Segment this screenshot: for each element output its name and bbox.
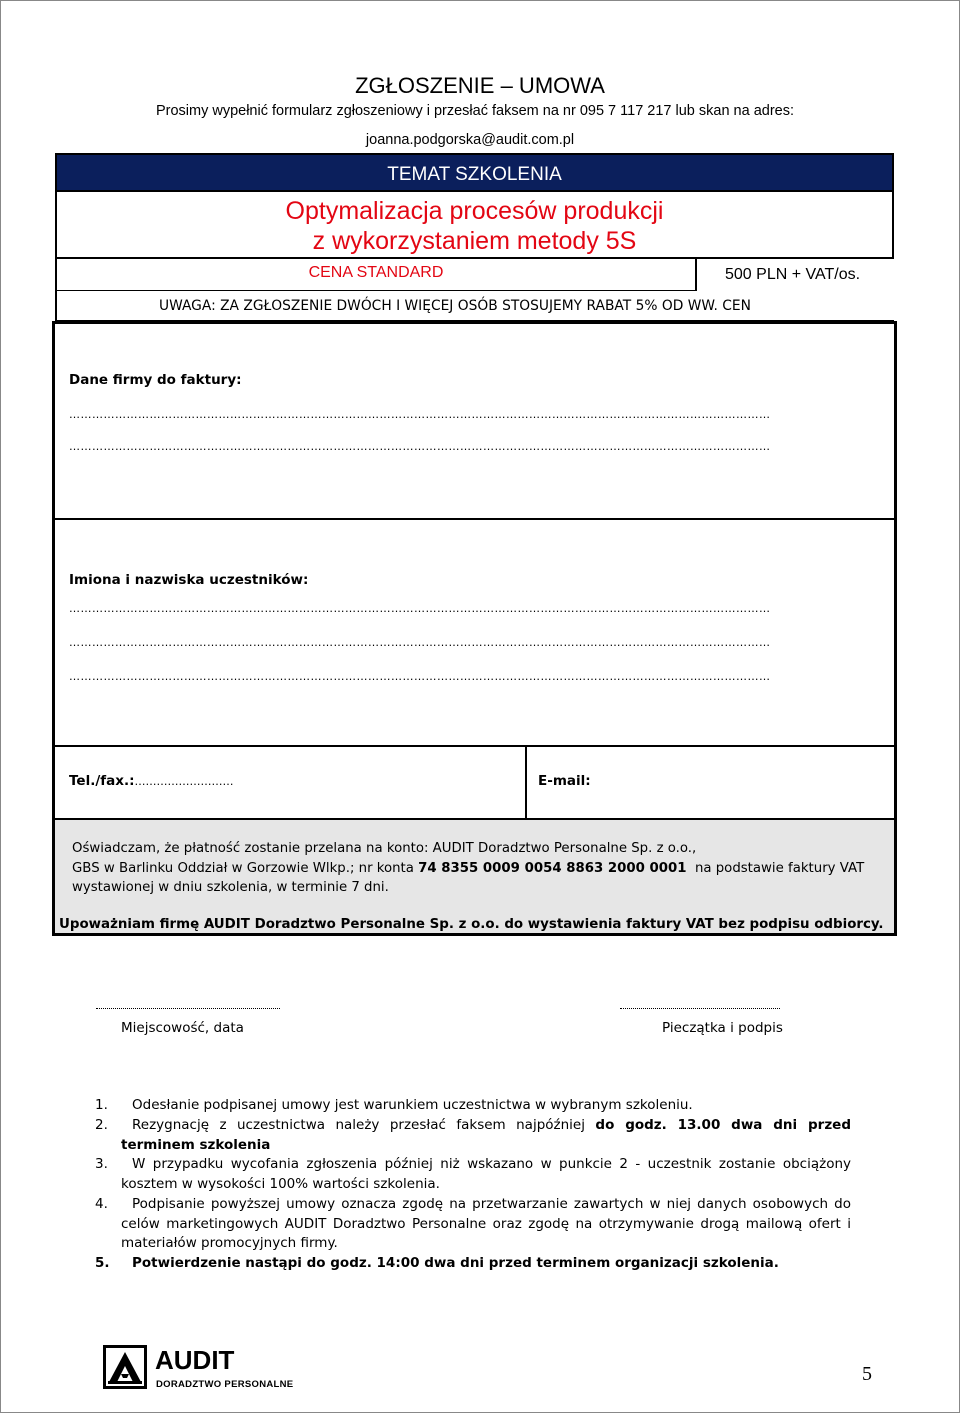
rule-number: 1. bbox=[95, 1097, 108, 1113]
declaration-line2-b: na podstawie faktury VAT bbox=[686, 861, 865, 876]
tel-dots: ……………………… bbox=[134, 775, 234, 788]
place-date-line[interactable] bbox=[96, 1008, 280, 1009]
rule-text: Odesłanie podpisanej umowy jest warunkiem uczestnictwa w wybranym szkoleniu. bbox=[132, 1097, 693, 1113]
rule-5 bbox=[0, 1254, 960, 1274]
authorization-text: Upoważniam firmę AUDIT Doradztwo Personalne Sp. z o.o. do wystawienia faktury VAT bez podpisu odbiorcy. bbox=[59, 917, 884, 932]
company-section bbox=[55, 324, 894, 520]
declaration-line1: Oświadczam, że płatność zostanie przelana na konto: AUDIT Doradztwo Personalne Sp. z o.o., bbox=[72, 841, 697, 856]
rule-number: 5. bbox=[95, 1255, 110, 1271]
email-label: E-mail: bbox=[538, 773, 591, 789]
discount-note: UWAGA: ZA ZGŁOSZENIE DWÓCH I WIĘCEJ OSÓB STOSUJEMY RABAT 5% OD WW. CEN bbox=[55, 291, 894, 321]
rule-4 bbox=[0, 1195, 960, 1255]
declaration-line2-a: GBS w Barlinku Oddział w Gorzowie Wlkp.; nr konta bbox=[72, 861, 419, 876]
rule-text: Podpisanie powyższej umowy oznacza zgodę na przetwarzanie zawartych w niej danych osobowych do celów marketingowych AUDIT Doradztwo Personalne oraz zgodę na otrzymywanie drogą mailową ofert i materiałów promocyjnych firmy. bbox=[121, 1196, 851, 1251]
price-value: 500 PLN + VAT/os. bbox=[695, 259, 894, 291]
tel-label: Tel./fax.: bbox=[69, 773, 135, 789]
rule-1 bbox=[0, 1096, 960, 1116]
topic-heading: TEMAT SZKOLENIA bbox=[55, 153, 894, 192]
contact-divider bbox=[525, 747, 527, 820]
price-label: CENA STANDARD bbox=[55, 259, 695, 291]
stamp-signature-line[interactable] bbox=[620, 1008, 780, 1009]
tel-field[interactable] bbox=[69, 773, 233, 789]
rule-2-text: Rezygnację z uczestnictwa należy przesłać faksem najpóźniej bbox=[132, 1117, 596, 1133]
rule-text: W przypadku wycofania zgłoszenia później niż wskazano w punkcie 2 - uczestnik zostanie obciążony kosztem w wysokości 100% wartości szkolenia. bbox=[121, 1156, 851, 1192]
registration-form bbox=[52, 321, 897, 936]
participant-field-1[interactable]: ………………………………………………………………………………………………………………………………………………………………… bbox=[69, 602, 771, 615]
price-row bbox=[55, 259, 894, 291]
declaration-line3: wystawionej w dniu szkolenia, w terminie 7 dni. bbox=[72, 880, 389, 895]
rule-number: 4. bbox=[95, 1196, 108, 1212]
participant-field-2[interactable]: ………………………………………………………………………………………………………………………………………………………………… bbox=[69, 636, 771, 649]
contact-section bbox=[55, 747, 894, 820]
page-title: ZGŁOSZENIE – UMOWA bbox=[355, 73, 605, 98]
rule-text bbox=[121, 1116, 851, 1155]
rule-text: Potwierdzenie nastąpi do godz. 14:00 dwa dni przed terminem organizacji szkolenia. bbox=[132, 1255, 779, 1271]
company-field-2[interactable]: ………………………………………………………………………………………………………………………………………………………………… bbox=[69, 440, 771, 453]
place-date-label: Miejscowość, data bbox=[121, 1020, 244, 1036]
company-label: Dane firmy do faktury: bbox=[69, 372, 242, 388]
intro-text: Prosimy wypełnić formularz zgłoszeniowy i przesłać faksem na nr 095 7 117 217 lub skan na adres: bbox=[155, 103, 795, 119]
stamp-signature-label: Pieczątka i podpis bbox=[662, 1020, 783, 1036]
audit-logo-icon bbox=[103, 1345, 147, 1389]
rule-2 bbox=[0, 1116, 960, 1156]
company-field-1[interactable]: ………………………………………………………………………………………………………………………………………………………………… bbox=[69, 408, 771, 421]
intro-email: joanna.podgorska@audit.com.pl bbox=[365, 132, 575, 148]
rule-3 bbox=[0, 1155, 960, 1195]
course-title-line1: Optymalizacja procesów produkcji bbox=[285, 197, 664, 225]
logo-name: AUDIT bbox=[155, 1345, 235, 1375]
declaration-line2 bbox=[72, 861, 864, 876]
page-number: 5 bbox=[862, 1363, 872, 1385]
declaration-section bbox=[55, 820, 894, 933]
rule-2-deadline: do godz. 13.00 dwa dni przed terminem szkolenia bbox=[121, 1117, 852, 1153]
participants-label: Imiona i nazwiska uczestników: bbox=[69, 572, 309, 588]
logo-subtitle: DORADZTWO PERSONALNE bbox=[156, 1379, 294, 1390]
participants-section bbox=[55, 520, 894, 747]
rule-number: 3. bbox=[95, 1156, 108, 1172]
course-title-line2: z wykorzystaniem metody 5S bbox=[312, 227, 637, 255]
rule-number: 2. bbox=[95, 1117, 108, 1133]
participant-field-3[interactable]: ………………………………………………………………………………………………………………………………………………………………… bbox=[69, 670, 771, 683]
bank-account: 74 8355 0009 0054 8863 2000 0001 bbox=[418, 861, 687, 876]
